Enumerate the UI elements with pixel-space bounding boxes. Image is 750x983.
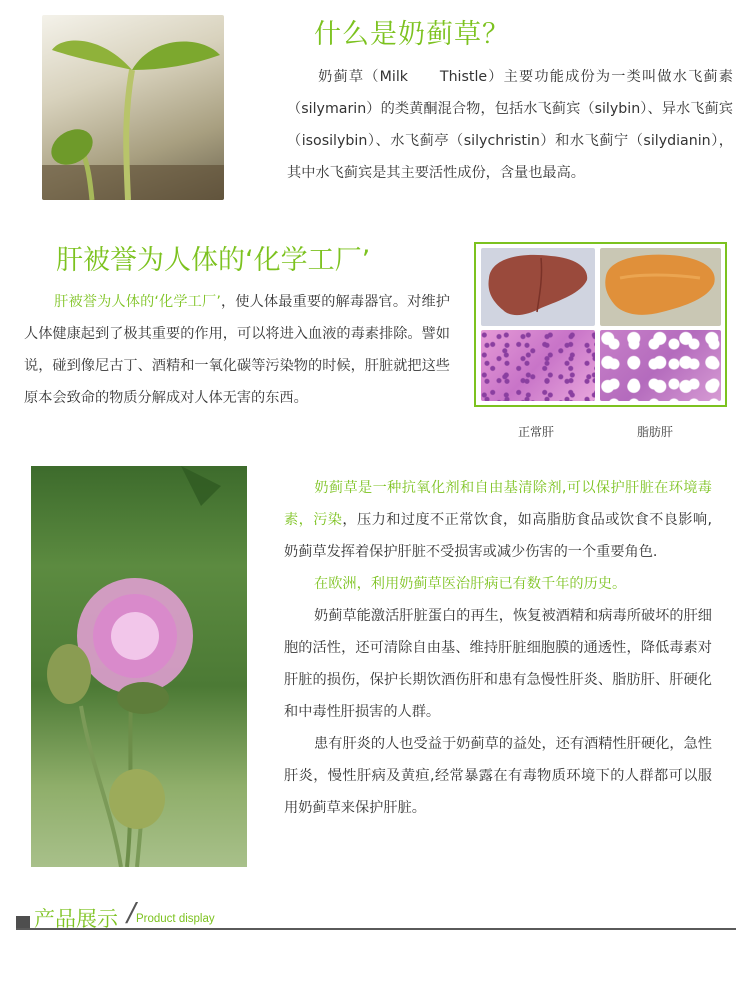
thistle-paragraph-3: [284, 600, 712, 728]
fatty-liver-photo: [600, 248, 721, 326]
liver-highlight: 肝被誉为人体的‘化学工厂’: [54, 294, 221, 310]
intro-body: 奶蓟草（Milk Thistle）主要功能成份为一类叫做水飞蓟素（silymarin）的类黄酮混合物，包括水飞蓟宾（silybin）、异水飞蓟宾（isosilybin）、水飞蓟亭（silychristin）和水飞蓟宁（silydianin），其中水飞蓟宾是其主要活性成份，含量也最高。: [287, 69, 733, 181]
caption-normal-liver: 正常肝: [518, 425, 555, 439]
normal-liver-histology: [481, 330, 595, 401]
product-display-title: 产品展示: [34, 907, 118, 931]
intro-title: 什么是奶蓟草？: [314, 19, 510, 50]
normal-liver-photo: [481, 248, 595, 326]
seedling-photo: [42, 15, 224, 200]
thistle-flower-photo: [31, 466, 247, 867]
product-display-subtitle: Product display: [136, 913, 215, 925]
thistle-paragraph-2: [284, 568, 712, 600]
thistle-p1-body: ，压力和过度不正常饮食，如高脂肪食品或饮食不良影响,奶蓟草发挥着保护肝脏不受损害或减少伤害的一个重要角色.: [284, 512, 712, 560]
seedling-illustration: [42, 15, 224, 200]
footer-divider: [16, 928, 736, 930]
liver-body: ，使人体最重要的解毒器官。对维护人体健康起到了极其重要的作用，可以将进入血液的毒素排除。譬如说，碰到像尼古丁、酒精和一氧化碳等污染物的时候，肝脏就把这些原本会致命的物质分解成对人体无害的东西。: [24, 294, 450, 406]
thistle-p1-highlight: 奶蓟草是一种抗氧化剂和自由基清除剂,可以保护肝脏在环境毒素，污染: [284, 480, 712, 528]
thistle-p2-highlight: 在欧洲，利用奶蓟草医治肝病已有数千年的历史。: [314, 576, 627, 592]
caption-fatty-liver: 脂肪肝: [637, 425, 674, 439]
thistle-p4-body: 患有肝炎的人也受益于奶蓟草的益处，还有酒精性肝硬化，急性肝炎，慢性肝病及黄疸,经常暴露在有毒物质环境下的人群都可以服用奶蓟草来保护肝脏。: [284, 736, 712, 816]
liver-paragraph: [24, 286, 450, 414]
liver-comparison-figure: [474, 242, 727, 407]
thistle-paragraph-4: [284, 728, 712, 824]
thistle-p3-body: 奶蓟草能激活肝脏蛋白的再生，恢复被酒精和病毒所破坏的肝细胞的活性，还可清除自由基、维持肝脏细胞膜的通透性，降低毒素对肝脏的损伤，保护长期饮酒伤肝和患有急慢性肝炎、脂肪肝、肝硬化和中毒性肝损害的人群。: [284, 608, 712, 720]
thistle-bloom: [77, 578, 193, 694]
intro-paragraph: [287, 61, 733, 189]
fatty-liver-histology: [600, 330, 721, 401]
liver-title: 肝被誉为人体的‘化学工厂’: [56, 245, 371, 276]
thistle-illustration: [31, 466, 247, 867]
thistle-paragraph-1: [284, 472, 712, 568]
thistle-paragraphs: [284, 472, 712, 824]
footer-slash: /: [127, 898, 136, 928]
